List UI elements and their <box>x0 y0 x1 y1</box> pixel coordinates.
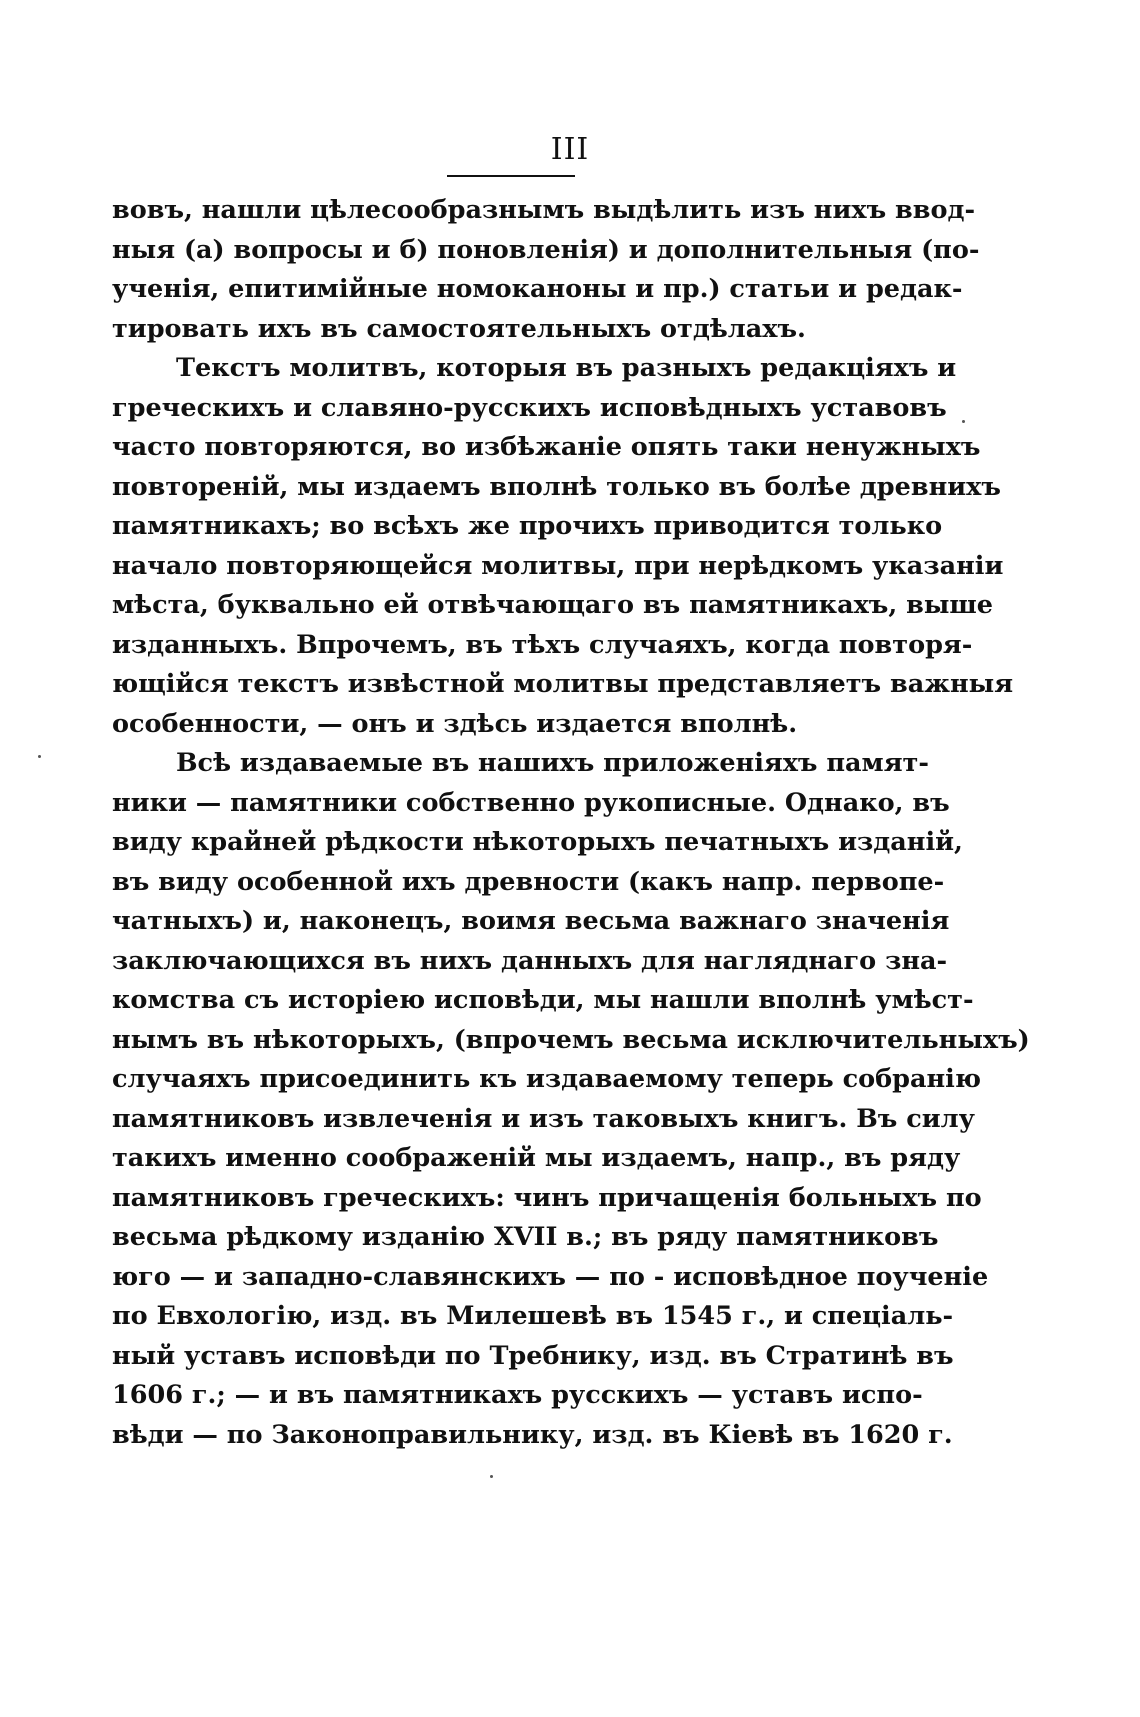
text-line: весьма рѣдкому изданію XVII в.; въ ряду памятниковъ <box>112 1222 939 1252</box>
text-line: ники — памятники собственно рукописные. Однако, въ <box>112 787 950 818</box>
paragraph-1 <box>112 191 980 349</box>
text-line: ученія, епитимiйные номоканоны и пр.) статьи и редак- <box>112 274 963 304</box>
text-line: изданныхъ. Впрочемъ, въ тѣхъ случаяхъ, когда повторя- <box>112 629 973 660</box>
text-line: Всѣ издаваемые въ нашихъ приложеніяхъ памят- <box>176 748 929 778</box>
paper-speck <box>490 1475 493 1478</box>
text-line: комства съ исторіею исповѣди, мы нашли вполнѣ умѣст- <box>112 985 974 1015</box>
text-line: ющійся текстъ извѣстной молитвы представляетъ важныя <box>112 669 1014 699</box>
text-line: юго — и западно-славянскихъ — по - исповѣдное поученіе <box>112 1261 989 1292</box>
page-number: III <box>550 132 590 167</box>
text-line: нымъ въ нѣкоторыхъ, (впрочемъ весьма исключительныхъ) <box>112 1024 1030 1055</box>
paper-speck <box>38 755 41 758</box>
text-line: начало повторяющейся молитвы, при нерѣдкомъ указаніи <box>112 550 1004 581</box>
text-line: ныя (а) вопросы и б) поновленія) и дополнительныя (по- <box>112 234 980 265</box>
text-line: ный уставъ исповѣди по Требнику, изд. въ Стратинѣ въ <box>112 1340 954 1371</box>
text-line: такихъ именно соображеній мы издаемъ, напр., въ ряду <box>112 1143 961 1173</box>
text-line: часто повторяются, во избѣжаніе опять таки ненужныхъ <box>112 432 981 462</box>
text-line: по Евхологію, изд. въ Милешевѣ въ 1545 г., и спеціаль- <box>112 1301 954 1331</box>
text-line: памятниковъ извлеченія и изъ таковыхъ книгъ. Въ силу <box>112 1103 975 1134</box>
text-line: тировать ихъ въ самостоятельныхъ отдѣлахъ. <box>112 313 806 344</box>
text-line: памятниковъ греческихъ: чинъ причащенія больныхъ по <box>112 1182 982 1213</box>
text-line: повтореній, мы издаемъ вполнѣ только въ болѣе древнихъ <box>112 471 1001 502</box>
paper-speck <box>962 420 965 423</box>
text-line: 1606 г.; — и въ памятникахъ русскихъ — уставъ испо- <box>112 1380 923 1410</box>
text-line: чатныхъ) и, наконецъ, воимя весьма важнаго значенія <box>112 906 950 936</box>
text-line: виду крайней рѣдкости нѣкоторыхъ печатныхъ изданій, <box>112 827 963 857</box>
paragraph-3 <box>112 744 1030 1455</box>
text-line: особенности, — онъ и здѣсь издается вполнѣ. <box>112 708 798 739</box>
page-number-rule <box>447 175 575 177</box>
text-line: случаяхъ присоединить къ издаваемому теперь собранію <box>112 1064 981 1094</box>
text-line: памятникахъ; во всѣхъ же прочихъ приводится только <box>112 511 943 541</box>
text-line: вовъ, нашли цѣлесообразнымъ выдѣлить изъ нихъ ввод- <box>112 195 976 225</box>
text-line: заключающихся въ нихъ данныхъ для нагляднаго зна- <box>112 945 948 976</box>
text-line: греческихъ и славяно-русскихъ исповѣдныхъ уставовъ <box>112 392 947 423</box>
text-line: Текстъ молитвъ, которыя въ разныхъ редакціяхъ и <box>176 353 957 383</box>
text-block <box>112 191 1030 1455</box>
text-line: въ виду особенной ихъ древности (какъ напр. первопе- <box>112 866 945 897</box>
text-line: вѣди — по Законоправильнику, изд. въ Кіевѣ въ 1620 г. <box>112 1419 953 1450</box>
text-line: мѣста, буквально ей отвѣчающаго въ памятникахъ, выше <box>112 590 994 620</box>
paragraph-2 <box>112 349 1014 744</box>
